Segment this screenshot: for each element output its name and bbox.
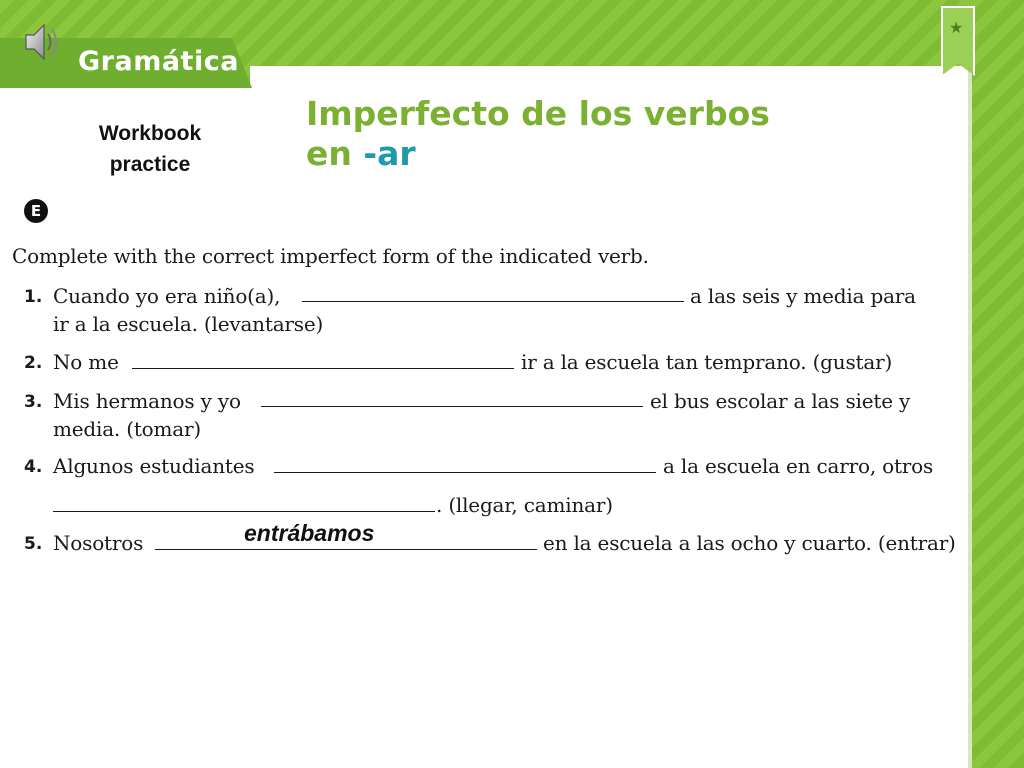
star-icon: ★ <box>949 18 964 37</box>
item-text: Mis hermanos y yo <box>53 389 241 413</box>
page-top-strip <box>250 66 970 96</box>
filled-answer: entrábamos <box>244 520 375 546</box>
speaker-icon[interactable] <box>22 20 62 64</box>
item-number: 2. <box>24 353 43 373</box>
workbook-label-line2: practice <box>109 153 191 176</box>
lesson-title <box>306 94 770 174</box>
lesson-title-accent: -ar <box>363 134 416 173</box>
item-number: 5. <box>24 534 43 554</box>
lesson-title-line1: Imperfecto de los verbos <box>306 94 770 133</box>
item-text: No me <box>53 350 119 374</box>
answer-blank[interactable] <box>53 511 435 512</box>
right-border-band <box>970 0 1024 768</box>
workbook-label-line1: Workbook <box>98 122 202 145</box>
item-text: Algunos estudiantes <box>53 454 255 478</box>
item-text: media. (tomar) <box>53 417 201 441</box>
activity-badge: E <box>24 199 48 223</box>
item-number: 1. <box>24 287 43 307</box>
item-text: Cuando yo era niño(a), <box>53 284 281 308</box>
workbook-practice-label <box>70 118 230 180</box>
item-text: a la escuela en carro, otros <box>663 454 934 478</box>
section-tab-label: Gramática <box>78 46 239 77</box>
activity-instruction: Complete with the correct imperfect form of the indicated verb. <box>12 244 649 268</box>
item-text: el bus escolar a las siete y <box>650 389 911 413</box>
item-text: Nosotros <box>53 531 144 555</box>
item-number: 4. <box>24 457 43 477</box>
answer-blank[interactable] <box>302 301 684 302</box>
lesson-title-prefix: en <box>306 134 364 173</box>
item-text: en la escuela a las ocho y cuarto. (entrar) <box>543 531 956 555</box>
item-text: ir a la escuela tan temprano. (gustar) <box>521 350 893 374</box>
lesson-title-line2 <box>306 134 770 174</box>
answer-blank[interactable] <box>155 549 537 550</box>
page-edge <box>968 62 972 768</box>
item-text: ir a la escuela. (levantarse) <box>53 312 324 336</box>
answer-blank[interactable] <box>132 368 514 369</box>
item-text: a las seis y media para <box>690 284 916 308</box>
item-text: . (llegar, caminar) <box>436 493 613 517</box>
answer-blank[interactable] <box>261 406 643 407</box>
item-number: 3. <box>24 392 43 412</box>
answer-blank[interactable] <box>274 472 656 473</box>
